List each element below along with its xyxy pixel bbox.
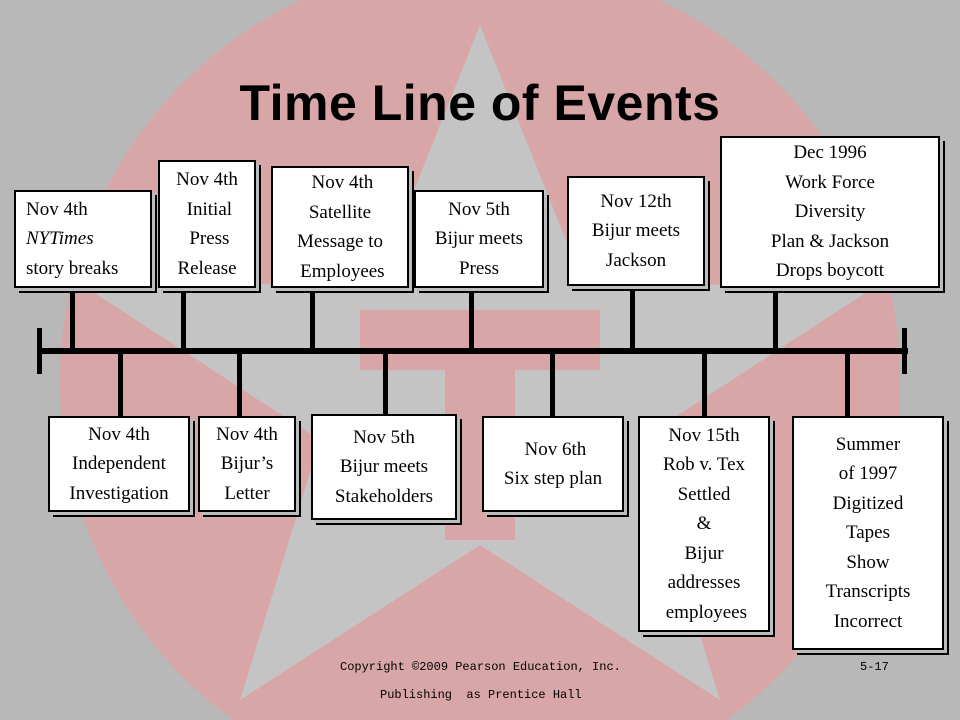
event-line: addresses <box>667 572 741 594</box>
event-line: story breaks <box>26 257 119 279</box>
footer-page-number: 5-17 <box>860 660 889 674</box>
event-box-above-6 <box>720 136 940 288</box>
event-line: Bijur meets <box>339 456 429 478</box>
event-line: Employees <box>295 260 385 282</box>
event-line: Nov 4th <box>88 423 150 445</box>
event-line: Settled <box>677 483 731 505</box>
event-line: Jackson <box>605 249 667 271</box>
event-line: Drops boycott <box>775 260 885 282</box>
event-box-above-1 <box>14 190 152 288</box>
event-line: & <box>696 513 712 535</box>
event-line: Diversity <box>794 201 866 223</box>
event-line: Tapes <box>845 522 891 544</box>
connector-above-4 <box>469 288 474 350</box>
event-line: Bijur meets <box>434 228 524 250</box>
event-line: Bijur <box>684 542 724 564</box>
event-line: Bijur meets <box>591 220 681 242</box>
connector-above-5 <box>630 288 635 350</box>
event-box-above-2 <box>158 160 256 288</box>
event-line: NYTimes <box>26 228 94 250</box>
event-line: Work Force <box>785 171 875 193</box>
event-line: Dec 1996 <box>793 142 867 164</box>
event-line: Six step plan <box>503 468 603 489</box>
event-line: Press <box>458 257 500 279</box>
connector-below-6 <box>845 352 850 416</box>
event-line: Satellite <box>308 201 372 223</box>
event-box-above-4 <box>414 190 544 288</box>
event-box-below-2 <box>198 416 296 512</box>
event-line: Message to <box>296 231 383 252</box>
event-line: Nov 12th <box>600 190 672 212</box>
event-line: Nov 4th <box>306 172 374 193</box>
event-line: Incorrect <box>833 610 903 632</box>
event-line: Release <box>177 257 237 279</box>
connector-below-2 <box>237 352 242 416</box>
event-line: Stakeholders <box>334 485 434 507</box>
event-line: Nov 4th <box>26 198 88 220</box>
emblem-t-bar <box>360 310 600 370</box>
event-line: Press <box>184 228 230 249</box>
event-box-below-4 <box>482 416 624 512</box>
event-line: Digitized <box>832 492 904 514</box>
event-line: Nov 5th <box>448 198 510 220</box>
event-line: Rob v. Tex <box>662 454 746 476</box>
event-line: Nov 6th <box>519 438 587 460</box>
event-line: Bijur’s <box>220 453 274 475</box>
footer-publisher: Publishing as Prentice Hall <box>380 688 582 702</box>
connector-above-6 <box>773 288 778 350</box>
event-line: Plan & Jackson <box>770 230 890 252</box>
connector-above-1 <box>70 288 75 350</box>
event-box-below-5 <box>638 416 770 632</box>
event-line: Initial <box>181 198 233 220</box>
event-line: Summer <box>835 433 901 455</box>
event-line: employees <box>660 601 747 623</box>
event-box-below-1 <box>48 416 190 512</box>
event-line: Nov 4th <box>176 169 238 190</box>
connector-below-1 <box>118 352 123 416</box>
page-title: Time Line of Events <box>239 75 721 131</box>
footer-copyright: Copyright ©2009 Pearson Education, Inc. <box>340 660 621 674</box>
event-line: Independent <box>72 453 166 475</box>
connector-below-3 <box>383 352 388 416</box>
connector-above-3 <box>310 288 315 350</box>
event-line: Show <box>846 551 890 573</box>
event-line: Nov 5th <box>353 426 415 448</box>
connector-below-4 <box>550 352 555 416</box>
connector-above-2 <box>181 288 186 350</box>
event-line: Nov 15th <box>668 424 740 446</box>
event-box-above-3 <box>271 166 409 288</box>
event-box-above-5 <box>567 176 705 286</box>
event-line: Nov 4th <box>216 423 278 445</box>
event-line: Investigation <box>69 482 169 504</box>
connector-below-5 <box>702 352 707 416</box>
event-line: Letter <box>224 482 270 504</box>
timeline-right-cap <box>902 328 907 374</box>
event-box-below-6 <box>792 416 944 650</box>
event-line: Transcripts <box>825 581 911 603</box>
timeline-left-cap <box>37 328 42 374</box>
event-box-below-3 <box>311 414 457 520</box>
event-line: of 1997 <box>838 463 898 485</box>
